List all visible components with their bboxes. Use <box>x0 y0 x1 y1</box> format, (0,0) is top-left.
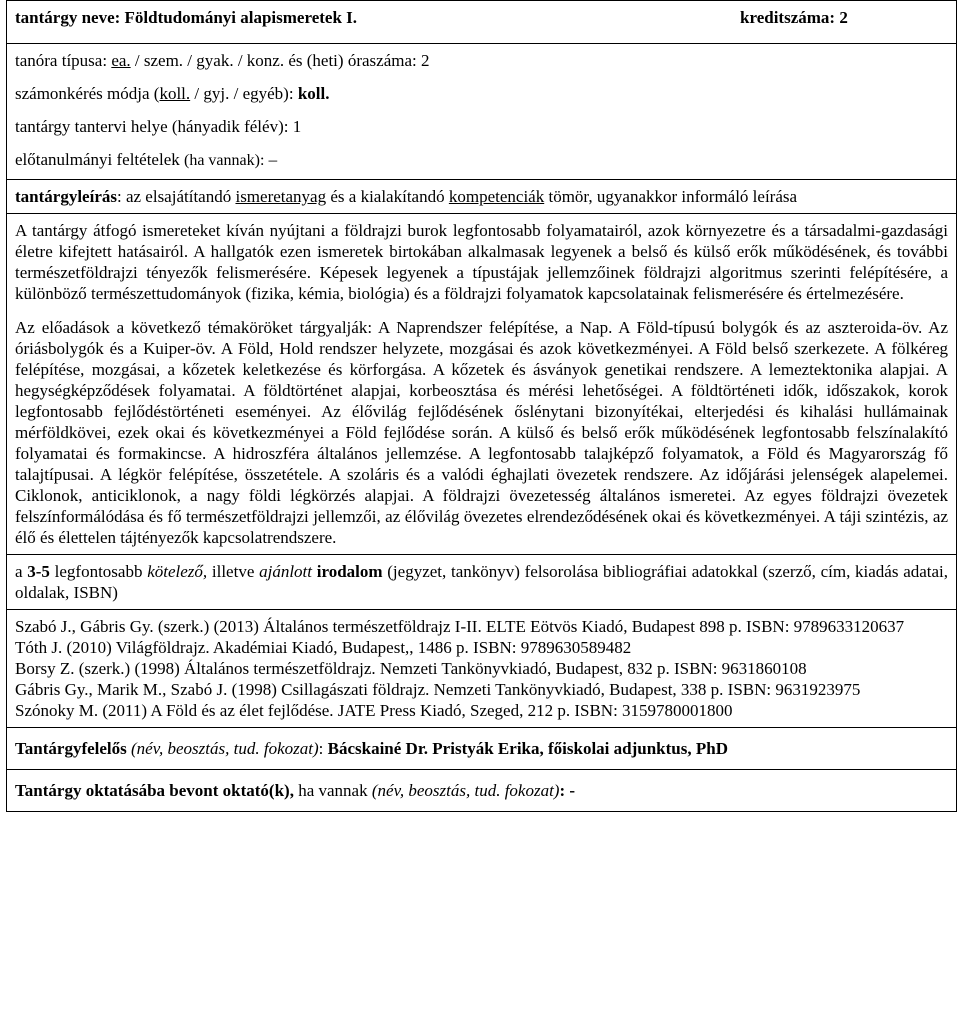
responsible-row <box>7 728 957 770</box>
subject-name-label: tantárgy neve: <box>15 8 125 27</box>
description-paragraph-2: Az előadások a következő témaköröket tárgyalják: A Naprendszer felépítése, a Nap. A Föld-típusú bolygók és az aszteroida-öv. Az óriásbolygók és a Kuiper-öv. A Föld, Hold rendszer helyzete, mozgásai és azok következményei. A Föld belső szerkezete. A fölkéreg felépítése, mozgásai, a kőzetek keletkezése és körforgása. A kőzetek és ásványok genetikai rendszere. A lemeztektonika alapjai. A hegységképződések folyamatai. A földtörténet alapjai, korbeosztása és mérési lehetőségei. A földtörténeti idők, időszakok, korok legfontosabb fejlődéstörténeti eseményei. Az élővilág fejlődésének őslénytani bizonyítékai, elterjedési és kihalási hullámainak mérföldkövei, ezek okai és következményei a Föld fejlődése során. A külső és belső erők működésének legfontosabb felszínalakító folyamatai és formakincse. A hidroszféra általános jellemzése. A legfontosabb talajképző folyamatok, a Föld és Magyarország fő talajtípusai. A légkör felépítése, összetétele. A szoláris és a valódi éghajlati övezetek rendszere. Az időjárási jelenségek alapelemei. Ciklonok, anticiklonok, a nagy földi légkörzés alapjai. A földrajzi övezetesség általános ismeretei. Az egyes földrajzi övezetek felszínformálódása és fő természetföldrajzi jellemzői, az élővilág övezetes elrendeződésének okai és következményei. A táji szintézis, az élő és élettelen tájtényezők kapcsolatrendszere. <box>15 318 948 547</box>
references-row <box>7 610 957 728</box>
instructors-cell <box>7 770 957 812</box>
references-cell <box>7 610 957 728</box>
responsible-value: Bácskainé Dr. Pristyák Erika, főiskolai adjunktus, PhD <box>327 739 728 758</box>
semester-line <box>15 116 948 137</box>
assessment-koll: koll. <box>159 84 191 103</box>
knowledge-link: ismeretanyag <box>235 187 327 206</box>
reference-item: Szabó J., Gábris Gy. (szerk.) (2013) Általános természetföldrajz I-II. ELTE Eötvös Kiadó, Budapest 898 p. ISBN: 9789633120637 <box>15 617 905 636</box>
prerequisites-value: – <box>264 150 278 169</box>
credit-cell <box>732 1 957 44</box>
literature-header-text: (jegyzet, tankönyv) felsorolása bibliográfiai adatokkal (szerző, cím, kiadás adatai, oldalak, ISBN) <box>15 562 949 602</box>
prerequisites-label: előtanulmányi feltételek <box>15 150 184 169</box>
class-type-rest: / szem. / gyak. / konz. és (heti) óraszáma: <box>130 51 421 70</box>
subject-name: Földtudományi alapismeretek I. <box>124 8 358 27</box>
literature-header-text: illetve <box>207 562 260 581</box>
reference-item: Szónoky M. (2011) A Föld és az élet fejlődése. JATE Press Kiadó, Szeged, 212 p. ISBN: 3159780001800 <box>15 701 733 720</box>
class-type-hours: 2 <box>420 51 430 70</box>
literature-count: 3-5 <box>27 562 50 581</box>
semester-value: 1 <box>292 117 302 136</box>
prerequisites-line <box>15 149 948 171</box>
description-header-cell <box>7 180 957 214</box>
subject-name-row <box>7 1 957 44</box>
description-row <box>7 214 957 555</box>
literature-header-cell <box>7 555 957 610</box>
prerequisites-hint: (ha vannak): <box>184 152 265 169</box>
responsible-cell <box>7 728 957 770</box>
instructors-text: ha vannak <box>293 781 372 800</box>
assessment-value: koll. <box>297 84 330 103</box>
literature-header-text: a <box>15 562 28 581</box>
description-label: tantárgyleírás <box>15 187 117 206</box>
literature-header-row <box>7 555 957 610</box>
literature-label: irodalom <box>316 562 383 581</box>
responsible-separator: : <box>318 739 328 758</box>
description-header-row <box>7 180 957 214</box>
competence-link: kompetenciák <box>448 187 545 206</box>
class-type-ea: ea. <box>111 51 131 70</box>
course-table <box>6 0 957 812</box>
class-type-line <box>15 50 948 71</box>
assessment-rest: / gyj. / egyéb): <box>190 84 298 103</box>
instructors-hint: (név, beosztás, tud. fokozat) <box>371 781 560 800</box>
instructors-label: Tantárgy oktatásába bevont oktató(k), <box>15 781 294 800</box>
class-type-prefix: tanóra típusa: <box>15 51 112 70</box>
assessment-prefix: számonkérés módja ( <box>15 84 160 103</box>
mandatory-label: kötelező, <box>147 562 208 581</box>
instructors-row <box>7 770 957 812</box>
semester-label: tantárgy tantervi helye (hányadik félév): <box>15 117 293 136</box>
assessment-line <box>15 83 948 104</box>
info-row <box>7 44 957 180</box>
description-header-text: és a kialakítandó <box>326 187 449 206</box>
reference-item: Gábris Gy., Marik M., Szabó J. (1998) Csillagászati földrajz. Nemzeti Tankönyvkiadó, Budapest, 338 p. ISBN: 9631923975 <box>15 680 861 699</box>
instructors-value: : - <box>559 781 576 800</box>
description-header-text: tömör, ugyanakkor informáló leírása <box>544 187 798 206</box>
recommended-label: ajánlott <box>259 562 312 581</box>
reference-item: Borsy Z. (szerk.) (1998) Általános természetföldrajz. Nemzeti Tankönyvkiadó, Budapest, 832 p. ISBN: 9631860108 <box>15 659 807 678</box>
credit-value: 2 <box>839 8 848 27</box>
description-header-text: : az elsajátítandó <box>116 187 236 206</box>
literature-header-text: legfontosabb <box>49 562 148 581</box>
credit-label: kreditszáma: <box>740 8 840 27</box>
description-cell <box>7 214 957 555</box>
responsible-label: Tantárgyfelelős <box>15 739 127 758</box>
reference-item: Tóth J. (2010) Világföldrajz. Akadémiai Kiadó, Budapest,, 1486 p. ISBN: 9789630589482 <box>15 638 632 657</box>
description-paragraph-1: A tantárgy átfogó ismereteket kíván nyújtani a földrajzi burok legfontosabb folyamatairól, azok környezetre és a társadalmi-gazdasági életre kifejtett hatásairól. A hallgatók ezen ismeretek birtokában alkalmasak legyenek a belső és külső erők működésének, és további természetföldrajzi tényezők felismerésére. Képesek legyenek a típustájak jellemzőinek földrajzi algoritmus szerinti felépítésére, a különböző természettudományok (fizika, kémia, biológia) és a földrajzi folyamatok kapcsolatainak felismerésére és értelmezésére. <box>15 221 948 303</box>
responsible-hint: (név, beosztás, tud. fokozat) <box>131 739 319 758</box>
subject-name-cell <box>7 1 733 44</box>
info-cell <box>7 44 957 180</box>
